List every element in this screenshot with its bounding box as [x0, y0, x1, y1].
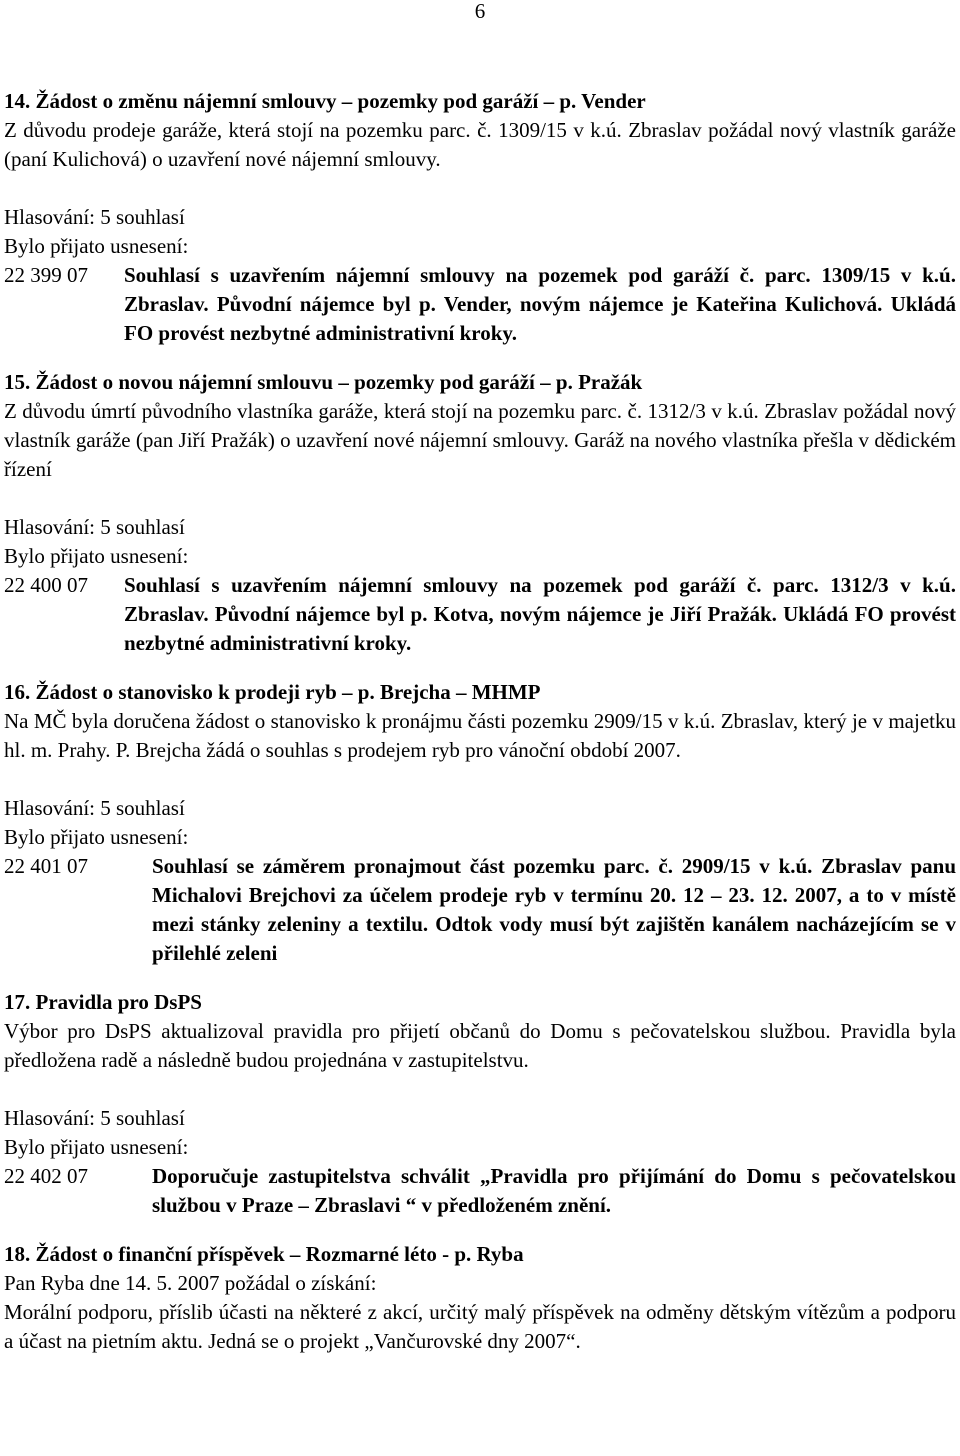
adopted-label: Bylo přijato usnesení: [4, 544, 189, 568]
section-17 [4, 988, 956, 1220]
section-16 [4, 678, 956, 968]
section-title: 17. Pravidla pro DsPS [4, 990, 202, 1014]
adopted-label: Bylo přijato usnesení: [4, 234, 189, 258]
resolution [4, 852, 956, 968]
resolution-number: 22 402 07 [4, 1164, 88, 1188]
section-body-line: Pan Ryba dne 14. 5. 2007 požádal o získání: [4, 1271, 377, 1295]
resolution-text: Souhlasí se záměrem pronajmout část pozemku parc. č. 2909/15 v k.ú. Zbraslav panu Michalovi Brejchovi za účelem prodeje ryb v termínu 20. 12 – 23. 12. 2007, a to v místě mezi stánky zeleniny a textilu. Odtok vody musí být zajištěn kanálem nacházejícím se v přilehlé zeleni [152, 854, 956, 965]
resolution-number: 22 400 07 [4, 573, 88, 597]
resolution [4, 261, 956, 348]
resolution [4, 571, 956, 658]
section-title: 14. Žádost o změnu nájemní smlouvy – pozemky pod garáží – p. Vender [4, 89, 646, 113]
section-body: Na MČ byla doručena žádost o stanovisko k pronájmu části pozemku 2909/15 v k.ú. Zbraslav, který je v majetku hl. m. Prahy. P. Brejcha žádá o souhlas s prodejem ryb pro vánoční období 2007. [4, 709, 956, 762]
resolution-text: Souhlasí s uzavřením nájemní smlouvy na pozemek pod garáží č. parc. 1309/15 v k.ú. Zbraslav. Původní nájemce byl p. Vender, novým nájemce je Kateřina Kulichová. Ukládá FO provést nezbytné administrativní kroky. [124, 263, 956, 345]
section-body: Z důvodu prodeje garáže, která stojí na pozemku parc. č. 1309/15 v k.ú. Zbraslav požádal nový vlastník garáže (paní Kulichová) o uzavření nové nájemní smlouvy. [4, 118, 956, 171]
vote-result: Hlasování: 5 souhlasí [4, 796, 185, 820]
resolution-text: Souhlasí s uzavřením nájemní smlouvy na pozemek pod garáží č. parc. 1312/3 v k.ú. Zbraslav. Původní nájemce byl p. Kotva, novým nájemce je Jiří Pražák. Ukládá FO provést nezbytné administrativní kroky. [124, 573, 956, 655]
section-body: Výbor pro DsPS aktualizoval pravidla pro přijetí občanů do Domu s pečovatelskou službou. Pravidla byla předložena radě a následně budou projednána v zastupitelstvu. [4, 1019, 956, 1072]
resolution-number: 22 401 07 [4, 854, 88, 878]
section-title: 18. Žádost o finanční příspěvek – Rozmarné léto - p. Ryba [4, 1242, 524, 1266]
adopted-label: Bylo přijato usnesení: [4, 825, 189, 849]
section-18 [4, 1240, 956, 1356]
section-body: Morální podporu, příslib účasti na některé z akcí, určitý malý příspěvek na odměny dětským vítězům a podporu a účast na pietním aktu. Jedná se o projekt „Vančurovské dny 2007“. [4, 1300, 956, 1353]
resolution [4, 1162, 956, 1220]
vote-result: Hlasování: 5 souhlasí [4, 205, 185, 229]
vote-result: Hlasování: 5 souhlasí [4, 515, 185, 539]
document-body [4, 87, 956, 1356]
resolution-number: 22 399 07 [4, 263, 88, 287]
section-body: Z důvodu úmrtí původního vlastníka garáže, která stojí na pozemku parc. č. 1312/3 v k.ú. Zbraslav požádal nový vlastník garáže (pan Jiří Pražák) o uzavření nové nájemní smlouvy. Garáž na nového vlastníka přešla v dědickém řízení [4, 399, 956, 481]
section-title: 15. Žádost o novou nájemní smlouvu – pozemky pod garáží – p. Pražák [4, 370, 643, 394]
resolution-text: Doporučuje zastupitelstva schválit „Pravidla pro přijímání do Domu s pečovatelskou službou v Praze – Zbraslavi “ v předloženém znění. [152, 1164, 956, 1217]
adopted-label: Bylo přijato usnesení: [4, 1135, 189, 1159]
section-14 [4, 87, 956, 348]
section-title: 16. Žádost o stanovisko k prodeji ryb – p. Brejcha – MHMP [4, 680, 541, 704]
section-15 [4, 368, 956, 658]
vote-result: Hlasování: 5 souhlasí [4, 1106, 185, 1130]
page-number: 6 [474, 0, 486, 23]
